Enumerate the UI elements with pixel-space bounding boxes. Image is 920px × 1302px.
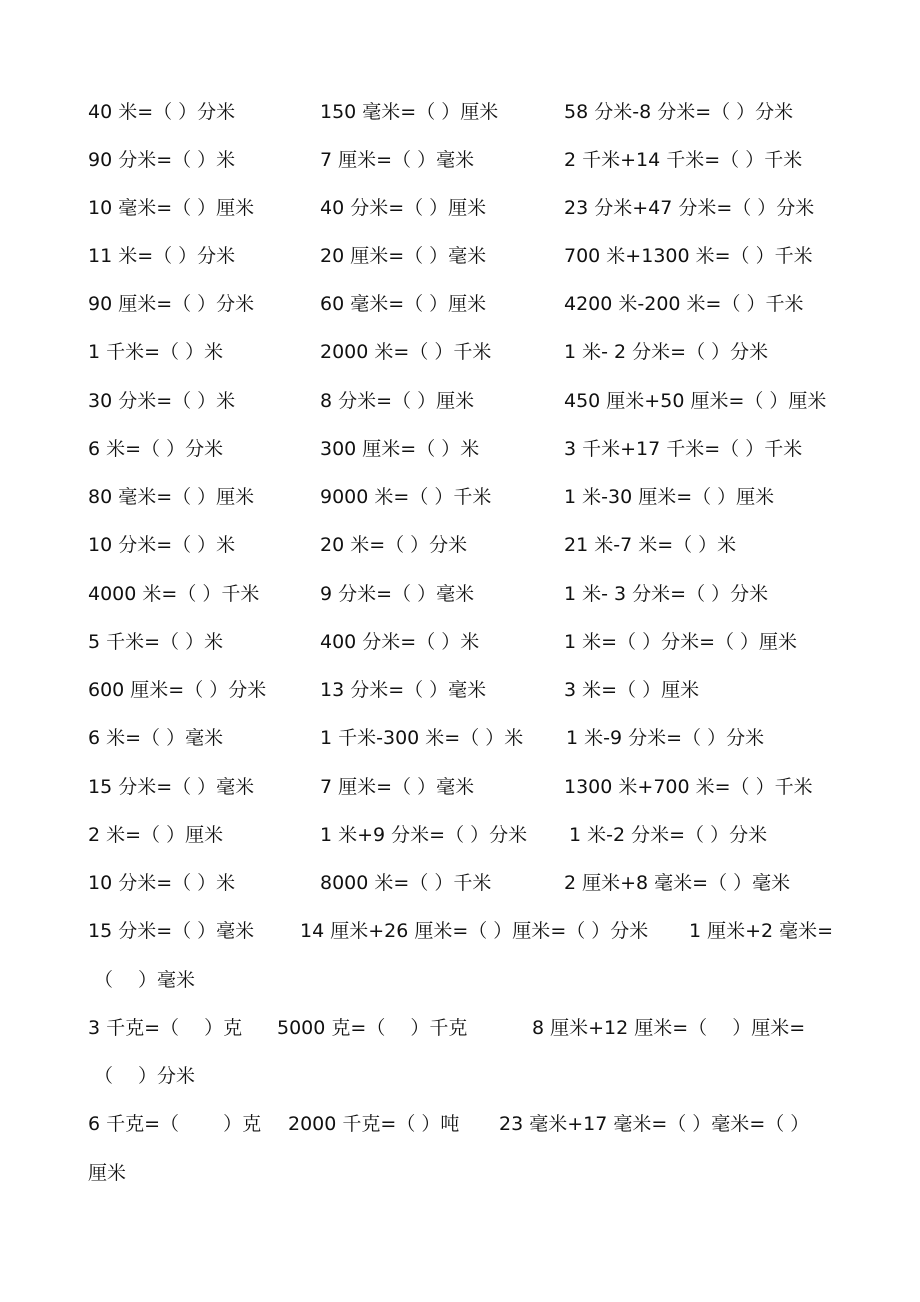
exercise-text: 4200 米-200 米=（ ）千米 [564, 293, 804, 315]
exercise-row-13 [0, 678, 920, 718]
exercise-text: 13 分米=（ ）毫米 [320, 679, 487, 701]
exercise-text: 23 毫米+17 毫米=（ ）毫米=（ ） [499, 1113, 810, 1135]
exercise-row-6 [0, 340, 920, 380]
exercise-row-22 [0, 1112, 920, 1152]
exercise-row-14 [0, 726, 920, 766]
exercise-text: 10 毫米=（ ）厘米 [88, 197, 255, 219]
exercise-text: 15 分米=（ ）毫米 [88, 920, 255, 942]
exercise-text: 6 米=（ ）分米 [88, 438, 224, 460]
exercise-text: 58 分米-8 分米=（ ）分米 [564, 101, 794, 123]
exercise-text: 40 分米=（ ）厘米 [320, 197, 487, 219]
exercise-text: 厘米 [88, 1162, 127, 1184]
exercise-row-12 [0, 630, 920, 670]
exercise-row-17 [0, 871, 920, 911]
exercise-text: 1 米- 2 分米=（ ）分米 [564, 341, 769, 363]
exercise-text: 1 米-30 厘米=（ ）厘米 [564, 486, 775, 508]
exercise-text: 300 厘米=（ ）米 [320, 438, 480, 460]
exercise-row-10 [0, 533, 920, 573]
exercise-text: 40 米=（ ）分米 [88, 101, 236, 123]
exercise-row-18 [0, 919, 920, 959]
exercise-text: 10 分米=（ ）米 [88, 872, 236, 894]
exercise-text: 20 厘米=（ ）毫米 [320, 245, 487, 267]
exercise-text: 1 千米=（ ）米 [88, 341, 224, 363]
exercise-text: 1 米+9 分米=（ ）分米 [320, 824, 528, 846]
exercise-text: 600 厘米=（ ）分米 [88, 679, 267, 701]
exercise-text: 10 分米=（ ）米 [88, 534, 236, 556]
exercise-row-15 [0, 775, 920, 815]
exercise-text: 1 米- 3 分米=（ ）分米 [564, 583, 769, 605]
exercise-row-19 [0, 968, 920, 1008]
exercise-text: 1 千米-300 米=（ ）米 [320, 727, 524, 749]
exercise-text: 2 千米+14 千米=（ ）千米 [564, 149, 803, 171]
exercise-row-3 [0, 196, 920, 236]
exercise-text: 7 厘米=（ ）毫米 [320, 776, 475, 798]
exercise-text: 1300 米+700 米=（ ）千米 [564, 776, 813, 798]
exercise-text: 23 分米+47 分米=（ ）分米 [564, 197, 815, 219]
exercise-row-2 [0, 148, 920, 188]
exercise-text: 5 千米=（ ）米 [88, 631, 224, 653]
exercise-text: 8000 米=（ ）千米 [320, 872, 492, 894]
exercise-row-20 [0, 1016, 920, 1056]
exercise-text: 90 厘米=（ ）分米 [88, 293, 255, 315]
exercise-text: 1 米-2 分米=（ ）分米 [569, 824, 768, 846]
exercise-text: 8 厘米+12 厘米=（ ）厘米= [532, 1017, 806, 1039]
exercise-text: （ ）毫米 [94, 969, 196, 991]
exercise-text: 2 厘米+8 毫米=（ ）毫米 [564, 872, 791, 894]
exercise-text: 60 毫米=（ ）厘米 [320, 293, 487, 315]
exercise-text: 5000 克=（ ）千克 [277, 1017, 468, 1039]
exercise-text: 4000 米=（ ）千米 [88, 583, 260, 605]
exercise-text: 1 米=（ ）分米=（ ）厘米 [564, 631, 798, 653]
exercise-text: 14 厘米+26 厘米=（ ）厘米=（ ）分米 [300, 920, 649, 942]
exercise-row-5 [0, 292, 920, 332]
exercise-row-8 [0, 437, 920, 477]
exercise-text: 7 厘米=（ ）毫米 [320, 149, 475, 171]
exercise-text: 80 毫米=（ ）厘米 [88, 486, 255, 508]
exercise-text: 3 千米+17 千米=（ ）千米 [564, 438, 803, 460]
exercise-text: 8 分米=（ ）厘米 [320, 390, 475, 412]
exercise-text: 150 毫米=（ ）厘米 [320, 101, 499, 123]
exercise-row-7 [0, 389, 920, 429]
exercise-row-4 [0, 244, 920, 284]
exercise-text: 3 千克=（ ）克 [88, 1017, 243, 1039]
exercise-row-21 [0, 1064, 920, 1104]
exercise-text: 700 米+1300 米=（ ）千米 [564, 245, 813, 267]
exercise-text: 11 米=（ ）分米 [88, 245, 236, 267]
exercise-row-23 [0, 1161, 920, 1201]
exercise-text: 400 分米=（ ）米 [320, 631, 480, 653]
exercise-row-9 [0, 485, 920, 525]
exercise-text: 1 米-9 分米=（ ）分米 [566, 727, 765, 749]
exercise-text: 20 米=（ ）分米 [320, 534, 468, 556]
exercise-text: 9 分米=（ ）毫米 [320, 583, 475, 605]
exercise-text: 30 分米=（ ）米 [88, 390, 236, 412]
exercise-text: 6 千克=（ ）克 [88, 1113, 262, 1135]
exercise-text: 6 米=（ ）毫米 [88, 727, 224, 749]
exercise-text: 450 厘米+50 厘米=（ ）厘米 [564, 390, 827, 412]
exercise-text: 2000 千克=（ ）吨 [288, 1113, 460, 1135]
exercise-text: 3 米=（ ）厘米 [564, 679, 700, 701]
exercise-row-1 [0, 100, 920, 140]
exercise-row-16 [0, 823, 920, 863]
exercise-text: 21 米-7 米=（ ）米 [564, 534, 737, 556]
exercise-row-11 [0, 582, 920, 622]
exercise-text: 15 分米=（ ）毫米 [88, 776, 255, 798]
exercise-text: 1 厘米+2 毫米= [689, 920, 834, 942]
exercise-text: 2 米=（ ）厘米 [88, 824, 224, 846]
exercise-text: 9000 米=（ ）千米 [320, 486, 492, 508]
exercise-text: （ ）分米 [94, 1065, 196, 1087]
exercise-text: 2000 米=（ ）千米 [320, 341, 492, 363]
exercise-text: 90 分米=（ ）米 [88, 149, 236, 171]
